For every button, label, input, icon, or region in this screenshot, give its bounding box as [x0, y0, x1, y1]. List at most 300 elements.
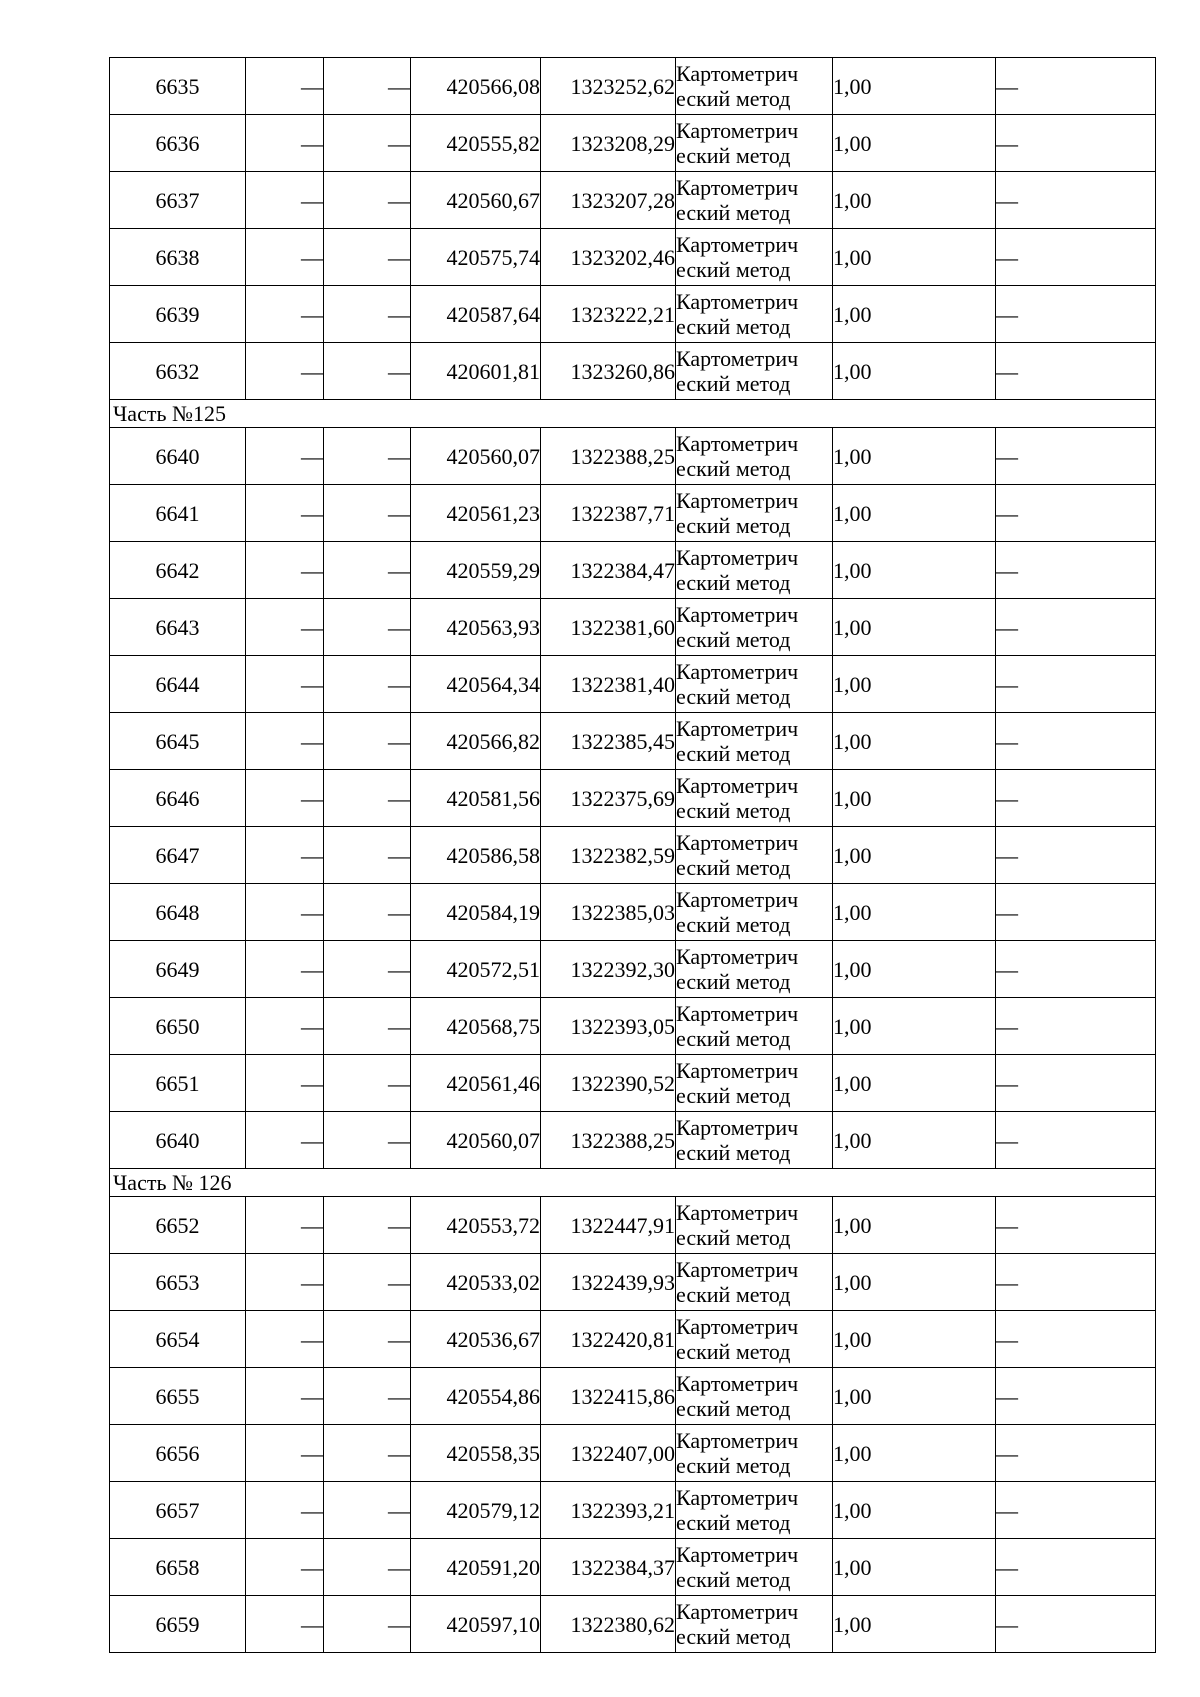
x-coordinate-cell: 420587,64	[411, 286, 541, 343]
last-column-cell: —	[996, 1254, 1156, 1311]
dash-cell: —	[324, 343, 411, 400]
dash-cell: —	[324, 1311, 411, 1368]
last-column-cell: —	[996, 599, 1156, 656]
dash-cell: —	[246, 428, 324, 485]
dash-cell: —	[246, 229, 324, 286]
dash-cell: —	[324, 58, 411, 115]
y-coordinate-cell: 1322393,05	[541, 998, 676, 1055]
method-line-2: еский метод	[676, 1339, 791, 1364]
method-line-2: еский метод	[676, 741, 791, 766]
method-cell	[676, 1596, 833, 1653]
method-cell	[676, 115, 833, 172]
last-column-cell: —	[996, 770, 1156, 827]
table-row	[110, 1055, 1156, 1112]
y-coordinate-cell: 1323222,21	[541, 286, 676, 343]
last-column-cell: —	[996, 998, 1156, 1055]
last-column-cell: —	[996, 1425, 1156, 1482]
dash-cell: —	[324, 428, 411, 485]
x-coordinate-cell: 420554,86	[411, 1368, 541, 1425]
accuracy-cell: 1,00	[833, 343, 996, 400]
dash-cell: —	[324, 884, 411, 941]
method-line-1: Картометрич	[676, 118, 799, 143]
last-column-cell: —	[996, 1311, 1156, 1368]
method-line-1: Картометрич	[676, 1314, 799, 1339]
coordinates-table	[109, 57, 1156, 1653]
section-title: Часть № 126	[110, 1169, 1156, 1197]
last-column-cell: —	[996, 485, 1156, 542]
method-line-2: еский метод	[676, 969, 791, 994]
method-cell	[676, 1311, 833, 1368]
point-number-cell: 6637	[110, 172, 246, 229]
y-coordinate-cell: 1323207,28	[541, 172, 676, 229]
point-number-cell: 6648	[110, 884, 246, 941]
dash-cell: —	[324, 656, 411, 713]
method-cell	[676, 656, 833, 713]
method-cell	[676, 172, 833, 229]
point-number-cell: 6658	[110, 1539, 246, 1596]
method-line-1: Картометрич	[676, 887, 799, 912]
method-line-2: еский метод	[676, 570, 791, 595]
table-row	[110, 1368, 1156, 1425]
last-column-cell: —	[996, 1112, 1156, 1169]
x-coordinate-cell: 420591,20	[411, 1539, 541, 1596]
accuracy-cell: 1,00	[833, 1539, 996, 1596]
last-column-cell: —	[996, 827, 1156, 884]
method-line-2: еский метод	[676, 1510, 791, 1535]
point-number-cell: 6635	[110, 58, 246, 115]
x-coordinate-cell: 420566,82	[411, 713, 541, 770]
x-coordinate-cell: 420533,02	[411, 1254, 541, 1311]
method-cell	[676, 941, 833, 998]
last-column-cell: —	[996, 58, 1156, 115]
method-line-1: Картометрич	[676, 1001, 799, 1026]
table-row	[110, 713, 1156, 770]
method-line-1: Картометрич	[676, 289, 799, 314]
method-cell	[676, 1197, 833, 1254]
last-column-cell: —	[996, 343, 1156, 400]
method-line-1: Картометрич	[676, 232, 799, 257]
table-row	[110, 1254, 1156, 1311]
method-cell	[676, 1112, 833, 1169]
last-column-cell: —	[996, 1368, 1156, 1425]
table-body	[110, 58, 1156, 1653]
table-row	[110, 884, 1156, 941]
dash-cell: —	[246, 599, 324, 656]
x-coordinate-cell: 420575,74	[411, 229, 541, 286]
y-coordinate-cell: 1322381,40	[541, 656, 676, 713]
last-column-cell: —	[996, 1596, 1156, 1653]
accuracy-cell: 1,00	[833, 286, 996, 343]
last-column-cell: —	[996, 884, 1156, 941]
x-coordinate-cell: 420581,56	[411, 770, 541, 827]
accuracy-cell: 1,00	[833, 656, 996, 713]
dash-cell: —	[324, 1539, 411, 1596]
accuracy-cell: 1,00	[833, 485, 996, 542]
point-number-cell: 6657	[110, 1482, 246, 1539]
accuracy-cell: 1,00	[833, 1596, 996, 1653]
y-coordinate-cell: 1322415,86	[541, 1368, 676, 1425]
x-coordinate-cell: 420564,34	[411, 656, 541, 713]
x-coordinate-cell: 420561,46	[411, 1055, 541, 1112]
method-line-2: еский метод	[676, 627, 791, 652]
y-coordinate-cell: 1322392,30	[541, 941, 676, 998]
dash-cell: —	[246, 998, 324, 1055]
method-cell	[676, 713, 833, 770]
accuracy-cell: 1,00	[833, 998, 996, 1055]
method-line-2: еский метод	[676, 912, 791, 937]
x-coordinate-cell: 420586,58	[411, 827, 541, 884]
dash-cell: —	[324, 1368, 411, 1425]
last-column-cell: —	[996, 656, 1156, 713]
dash-cell: —	[324, 941, 411, 998]
dash-cell: —	[246, 1368, 324, 1425]
x-coordinate-cell: 420536,67	[411, 1311, 541, 1368]
point-number-cell: 6652	[110, 1197, 246, 1254]
y-coordinate-cell: 1322388,25	[541, 1112, 676, 1169]
point-number-cell: 6654	[110, 1311, 246, 1368]
method-line-1: Картометрич	[676, 716, 799, 741]
dash-cell: —	[246, 827, 324, 884]
last-column-cell: —	[996, 1055, 1156, 1112]
point-number-cell: 6644	[110, 656, 246, 713]
method-line-2: еский метод	[676, 798, 791, 823]
method-cell	[676, 428, 833, 485]
accuracy-cell: 1,00	[833, 428, 996, 485]
accuracy-cell: 1,00	[833, 1254, 996, 1311]
last-column-cell: —	[996, 428, 1156, 485]
table-row	[110, 1482, 1156, 1539]
dash-cell: —	[324, 1254, 411, 1311]
accuracy-cell: 1,00	[833, 1482, 996, 1539]
dash-cell: —	[246, 1539, 324, 1596]
method-line-1: Картометрич	[676, 346, 799, 371]
x-coordinate-cell: 420558,35	[411, 1425, 541, 1482]
point-number-cell: 6638	[110, 229, 246, 286]
method-line-1: Картометрич	[676, 1485, 799, 1510]
point-number-cell: 6646	[110, 770, 246, 827]
y-coordinate-cell: 1322380,62	[541, 1596, 676, 1653]
method-cell	[676, 770, 833, 827]
dash-cell: —	[324, 599, 411, 656]
dash-cell: —	[246, 1055, 324, 1112]
accuracy-cell: 1,00	[833, 599, 996, 656]
table-row	[110, 1311, 1156, 1368]
accuracy-cell: 1,00	[833, 713, 996, 770]
accuracy-cell: 1,00	[833, 1425, 996, 1482]
last-column-cell: —	[996, 542, 1156, 599]
table-row	[110, 1112, 1156, 1169]
method-cell	[676, 1055, 833, 1112]
method-line-1: Картометрич	[676, 431, 799, 456]
y-coordinate-cell: 1322382,59	[541, 827, 676, 884]
y-coordinate-cell: 1323260,86	[541, 343, 676, 400]
x-coordinate-cell: 420568,75	[411, 998, 541, 1055]
method-line-1: Картометрич	[676, 1599, 799, 1624]
last-column-cell: —	[996, 941, 1156, 998]
dash-cell: —	[246, 542, 324, 599]
dash-cell: —	[246, 1425, 324, 1482]
method-line-2: еский метод	[676, 257, 791, 282]
method-line-2: еский метод	[676, 855, 791, 880]
dash-cell: —	[324, 229, 411, 286]
last-column-cell: —	[996, 1197, 1156, 1254]
y-coordinate-cell: 1322420,81	[541, 1311, 676, 1368]
y-coordinate-cell: 1322381,60	[541, 599, 676, 656]
table-row	[110, 229, 1156, 286]
method-line-1: Картометрич	[676, 545, 799, 570]
accuracy-cell: 1,00	[833, 115, 996, 172]
method-line-1: Картометрич	[676, 488, 799, 513]
dash-cell: —	[324, 1482, 411, 1539]
dash-cell: —	[324, 1197, 411, 1254]
point-number-cell: 6645	[110, 713, 246, 770]
table-row	[110, 343, 1156, 400]
dash-cell: —	[246, 1482, 324, 1539]
y-coordinate-cell: 1322390,52	[541, 1055, 676, 1112]
section-title: Часть №125	[110, 400, 1156, 428]
accuracy-cell: 1,00	[833, 827, 996, 884]
point-number-cell: 6653	[110, 1254, 246, 1311]
method-line-2: еский метод	[676, 86, 791, 111]
accuracy-cell: 1,00	[833, 884, 996, 941]
method-cell	[676, 1425, 833, 1482]
method-line-1: Картометрич	[676, 944, 799, 969]
dash-cell: —	[324, 485, 411, 542]
dash-cell: —	[246, 770, 324, 827]
method-cell	[676, 229, 833, 286]
x-coordinate-cell: 420560,67	[411, 172, 541, 229]
method-cell	[676, 542, 833, 599]
method-line-2: еский метод	[676, 1026, 791, 1051]
dash-cell: —	[324, 542, 411, 599]
point-number-cell: 6641	[110, 485, 246, 542]
method-line-2: еский метод	[676, 143, 791, 168]
point-number-cell: 6659	[110, 1596, 246, 1653]
point-number-cell: 6642	[110, 542, 246, 599]
accuracy-cell: 1,00	[833, 172, 996, 229]
method-line-2: еский метод	[676, 371, 791, 396]
dash-cell: —	[324, 1425, 411, 1482]
method-line-1: Картометрич	[676, 1115, 799, 1140]
point-number-cell: 6651	[110, 1055, 246, 1112]
dash-cell: —	[324, 115, 411, 172]
accuracy-cell: 1,00	[833, 770, 996, 827]
dash-cell: —	[246, 1254, 324, 1311]
x-coordinate-cell: 420563,93	[411, 599, 541, 656]
dash-cell: —	[246, 656, 324, 713]
point-number-cell: 6636	[110, 115, 246, 172]
x-coordinate-cell: 420561,23	[411, 485, 541, 542]
method-line-1: Картометрич	[676, 602, 799, 627]
method-line-2: еский метод	[676, 513, 791, 538]
table-row	[110, 827, 1156, 884]
dash-cell: —	[324, 770, 411, 827]
last-column-cell: —	[996, 115, 1156, 172]
method-cell	[676, 485, 833, 542]
method-line-2: еский метод	[676, 200, 791, 225]
method-cell	[676, 343, 833, 400]
table-row	[110, 1539, 1156, 1596]
method-line-1: Картометрич	[676, 61, 799, 86]
dash-cell: —	[246, 172, 324, 229]
dash-cell: —	[324, 1112, 411, 1169]
table-row	[110, 542, 1156, 599]
accuracy-cell: 1,00	[833, 1112, 996, 1169]
x-coordinate-cell: 420601,81	[411, 343, 541, 400]
y-coordinate-cell: 1322387,71	[541, 485, 676, 542]
method-line-1: Картометрич	[676, 1257, 799, 1282]
method-line-2: еский метод	[676, 456, 791, 481]
method-cell	[676, 1539, 833, 1596]
method-line-2: еский метод	[676, 1083, 791, 1108]
dash-cell: —	[324, 286, 411, 343]
method-line-1: Картометрич	[676, 659, 799, 684]
dash-cell: —	[324, 1596, 411, 1653]
last-column-cell: —	[996, 1482, 1156, 1539]
method-line-1: Картометрич	[676, 1058, 799, 1083]
y-coordinate-cell: 1322385,03	[541, 884, 676, 941]
method-cell	[676, 58, 833, 115]
method-cell	[676, 599, 833, 656]
table-row	[110, 1197, 1156, 1254]
dash-cell: —	[324, 172, 411, 229]
last-column-cell: —	[996, 1539, 1156, 1596]
table-row	[110, 172, 1156, 229]
method-line-1: Картометрич	[676, 1428, 799, 1453]
dash-cell: —	[246, 1596, 324, 1653]
method-line-2: еский метод	[676, 1396, 791, 1421]
y-coordinate-cell: 1322384,47	[541, 542, 676, 599]
y-coordinate-cell: 1323208,29	[541, 115, 676, 172]
point-number-cell: 6640	[110, 1112, 246, 1169]
y-coordinate-cell: 1323202,46	[541, 229, 676, 286]
y-coordinate-cell: 1322393,21	[541, 1482, 676, 1539]
method-line-1: Картометрич	[676, 1200, 799, 1225]
y-coordinate-cell: 1322388,25	[541, 428, 676, 485]
x-coordinate-cell: 420584,19	[411, 884, 541, 941]
table-row	[110, 286, 1156, 343]
dash-cell: —	[324, 827, 411, 884]
dash-cell: —	[246, 1311, 324, 1368]
method-line-2: еский метод	[676, 1282, 791, 1307]
point-number-cell: 6640	[110, 428, 246, 485]
accuracy-cell: 1,00	[833, 1197, 996, 1254]
table-row	[110, 428, 1156, 485]
accuracy-cell: 1,00	[833, 1311, 996, 1368]
method-cell	[676, 998, 833, 1055]
table-row	[110, 58, 1156, 115]
x-coordinate-cell: 420553,72	[411, 1197, 541, 1254]
dash-cell: —	[246, 713, 324, 770]
table-row	[110, 941, 1156, 998]
x-coordinate-cell: 420579,12	[411, 1482, 541, 1539]
table-row	[110, 115, 1156, 172]
y-coordinate-cell: 1323252,62	[541, 58, 676, 115]
method-line-2: еский метод	[676, 314, 791, 339]
table-row	[110, 599, 1156, 656]
method-line-2: еский метод	[676, 1225, 791, 1250]
y-coordinate-cell: 1322407,00	[541, 1425, 676, 1482]
method-cell	[676, 286, 833, 343]
method-line-1: Картометрич	[676, 830, 799, 855]
dash-cell: —	[324, 1055, 411, 1112]
method-line-2: еский метод	[676, 1140, 791, 1165]
table-row	[110, 656, 1156, 713]
dash-cell: —	[324, 713, 411, 770]
accuracy-cell: 1,00	[833, 58, 996, 115]
accuracy-cell: 1,00	[833, 229, 996, 286]
accuracy-cell: 1,00	[833, 941, 996, 998]
x-coordinate-cell: 420572,51	[411, 941, 541, 998]
method-line-1: Картометрич	[676, 175, 799, 200]
point-number-cell: 6632	[110, 343, 246, 400]
dash-cell: —	[246, 58, 324, 115]
method-line-2: еский метод	[676, 1453, 791, 1478]
table-row	[110, 1596, 1156, 1653]
last-column-cell: —	[996, 286, 1156, 343]
dash-cell: —	[246, 343, 324, 400]
method-line-2: еский метод	[676, 1567, 791, 1592]
y-coordinate-cell: 1322447,91	[541, 1197, 676, 1254]
x-coordinate-cell: 420566,08	[411, 58, 541, 115]
method-cell	[676, 827, 833, 884]
table-row	[110, 770, 1156, 827]
point-number-cell: 6647	[110, 827, 246, 884]
method-line-2: еский метод	[676, 1624, 791, 1649]
point-number-cell: 6649	[110, 941, 246, 998]
section-header-row	[110, 1169, 1156, 1197]
y-coordinate-cell: 1322385,45	[541, 713, 676, 770]
dash-cell: —	[246, 1112, 324, 1169]
accuracy-cell: 1,00	[833, 1368, 996, 1425]
accuracy-cell: 1,00	[833, 1055, 996, 1112]
y-coordinate-cell: 1322439,93	[541, 1254, 676, 1311]
x-coordinate-cell: 420560,07	[411, 1112, 541, 1169]
section-header-row	[110, 400, 1156, 428]
dash-cell: —	[246, 941, 324, 998]
table-row	[110, 485, 1156, 542]
method-cell	[676, 1254, 833, 1311]
point-number-cell: 6639	[110, 286, 246, 343]
dash-cell: —	[246, 115, 324, 172]
table-row	[110, 1425, 1156, 1482]
last-column-cell: —	[996, 229, 1156, 286]
x-coordinate-cell: 420559,29	[411, 542, 541, 599]
table-row	[110, 998, 1156, 1055]
dash-cell: —	[246, 286, 324, 343]
method-cell	[676, 1368, 833, 1425]
y-coordinate-cell: 1322375,69	[541, 770, 676, 827]
accuracy-cell: 1,00	[833, 542, 996, 599]
point-number-cell: 6650	[110, 998, 246, 1055]
last-column-cell: —	[996, 713, 1156, 770]
method-line-1: Картометрич	[676, 1371, 799, 1396]
dash-cell: —	[246, 884, 324, 941]
dash-cell: —	[324, 998, 411, 1055]
last-column-cell: —	[996, 172, 1156, 229]
x-coordinate-cell: 420560,07	[411, 428, 541, 485]
method-line-2: еский метод	[676, 684, 791, 709]
dash-cell: —	[246, 1197, 324, 1254]
method-line-1: Картометрич	[676, 773, 799, 798]
dash-cell: —	[246, 485, 324, 542]
method-cell	[676, 1482, 833, 1539]
method-line-1: Картометрич	[676, 1542, 799, 1567]
method-cell	[676, 884, 833, 941]
y-coordinate-cell: 1322384,37	[541, 1539, 676, 1596]
point-number-cell: 6655	[110, 1368, 246, 1425]
point-number-cell: 6656	[110, 1425, 246, 1482]
